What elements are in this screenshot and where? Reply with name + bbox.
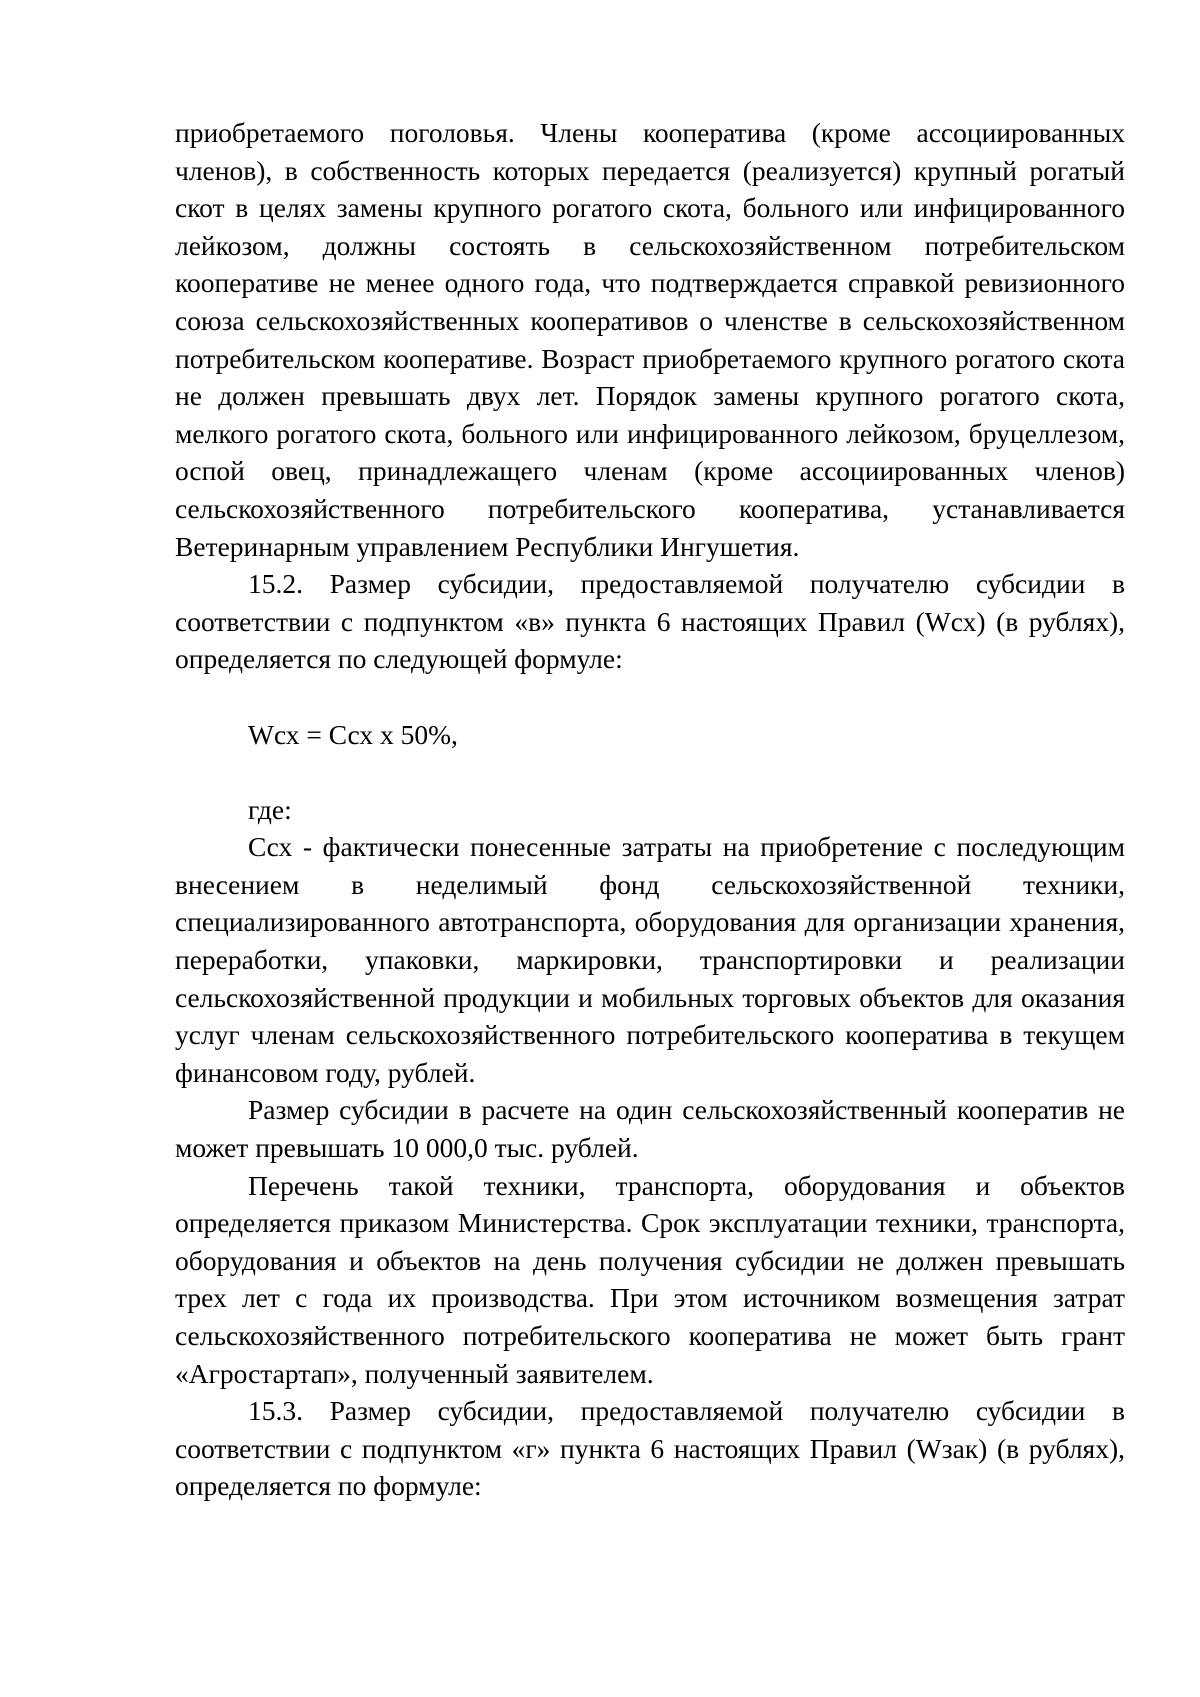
paragraph-15-2: 15.2. Размер субсидии, предоставляемой получателю субсидии в соответствии с подпунктом «в» пункта 6 настоящих Правил (Wсх) (в рублях), определяется по следующей формуле: <box>175 568 1125 675</box>
paragraph-ccx-definition: Ссх - фактически понесенные затраты на приобретение с последующим внесением в неделимый фонд сельскохозяйственной техники, специализированного автотранспорта, оборудования для организации хранения, переработки, упаковки, маркировки, транспортировки и реализации сельскохозяйственной продукции и мобильных торговых объектов для оказания услуг членам сельскохозяйственного потребительского кооператива в текущем финансовом году, рублей. <box>175 831 1125 1088</box>
paragraph-equipment-list: Перечень такой техники, транспорта, оборудования и объектов определяется приказом Министерства. Срок эксплуатации техники, транспорта, оборудования и объектов на день получения субсидии не должен превышать трех лет с года их производства. При этом источником возмещения затрат сельскохозяйственного потребительского кооператива не может быть грант «Агростартап», полученный заявителем. <box>175 1169 1125 1389</box>
paragraph-subsidy-limit: Размер субсидии в расчете на один сельскохозяйственный кооператив не может превышать 10 000,0 тыс. рублей. <box>175 1094 1125 1164</box>
paragraph-continuation: приобретаемого поголовья. Члены кооператива (кроме ассоциированных членов), в собственность которых передается (реализуется) крупный рогатый скот в целях замены крупного рогатого скота, больного или инфицированного лейкозом, должны состоять в сельскохозяйственном потребительском кооперативе не менее одного года, что подтверждается справкой ревизионного союза сельскохозяйственных кооперативов о членстве в сельскохозяйственном потребительском кооперативе. Возраст приобретаемого крупного рогатого скота не должен превышать двух лет. Порядок замены крупного рогатого скота, мелкого рогатого скота, больного или инфицированного лейкозом, бруцеллезом, оспой овец, принадлежащего членам (кроме ассоциированных членов) сельскохозяйственного потребительского кооператива, устанавливается Ветеринарным управлением Республики Ингушетия. <box>175 117 1125 562</box>
paragraph-15-3: 15.3. Размер субсидии, предоставляемой получателю субсидии в соответствии с подпунктом «г» пункта 6 настоящих Правил (Wзак) (в рублях), определяется по формуле: <box>175 1395 1125 1502</box>
spacer <box>175 678 1125 716</box>
document-body <box>175 114 1125 1505</box>
formula-wsx: Wсх = Ссх х 50%, <box>248 718 458 750</box>
where-label: где: <box>248 793 292 825</box>
spacer <box>175 753 1125 791</box>
